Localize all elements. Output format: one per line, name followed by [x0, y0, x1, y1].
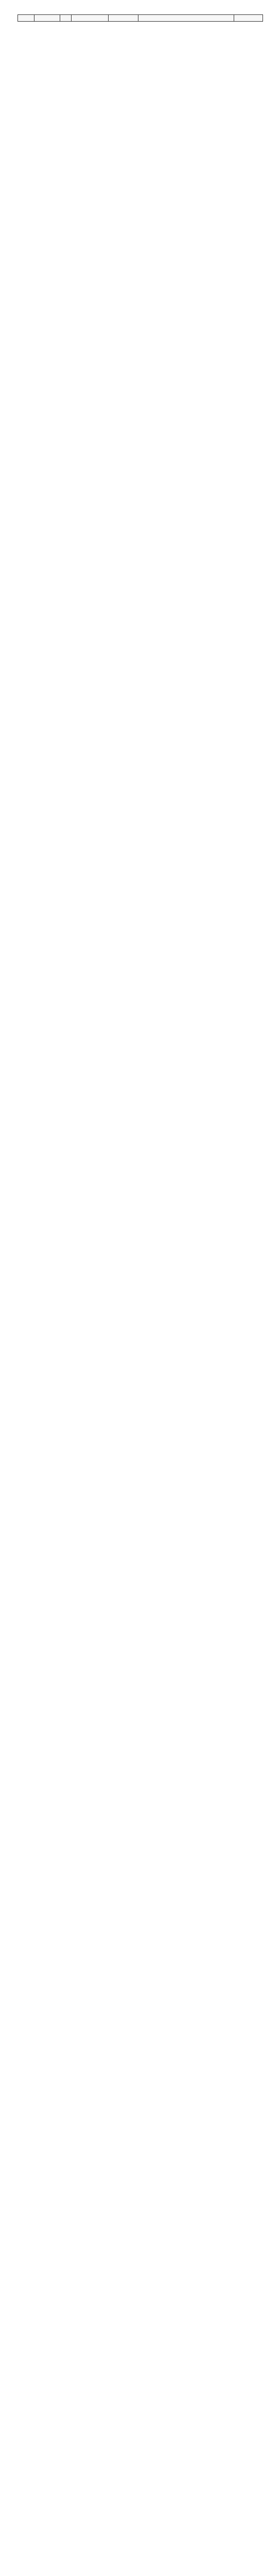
table-header-row — [18, 15, 263, 22]
col-header-level — [234, 15, 263, 22]
col-header-gender — [60, 15, 72, 22]
col-header-school — [138, 15, 234, 22]
col-header-name — [34, 15, 60, 22]
col-header-subject — [109, 15, 138, 22]
col-header-index — [18, 15, 34, 22]
roster-table — [18, 14, 263, 22]
col-header-type — [72, 15, 109, 22]
